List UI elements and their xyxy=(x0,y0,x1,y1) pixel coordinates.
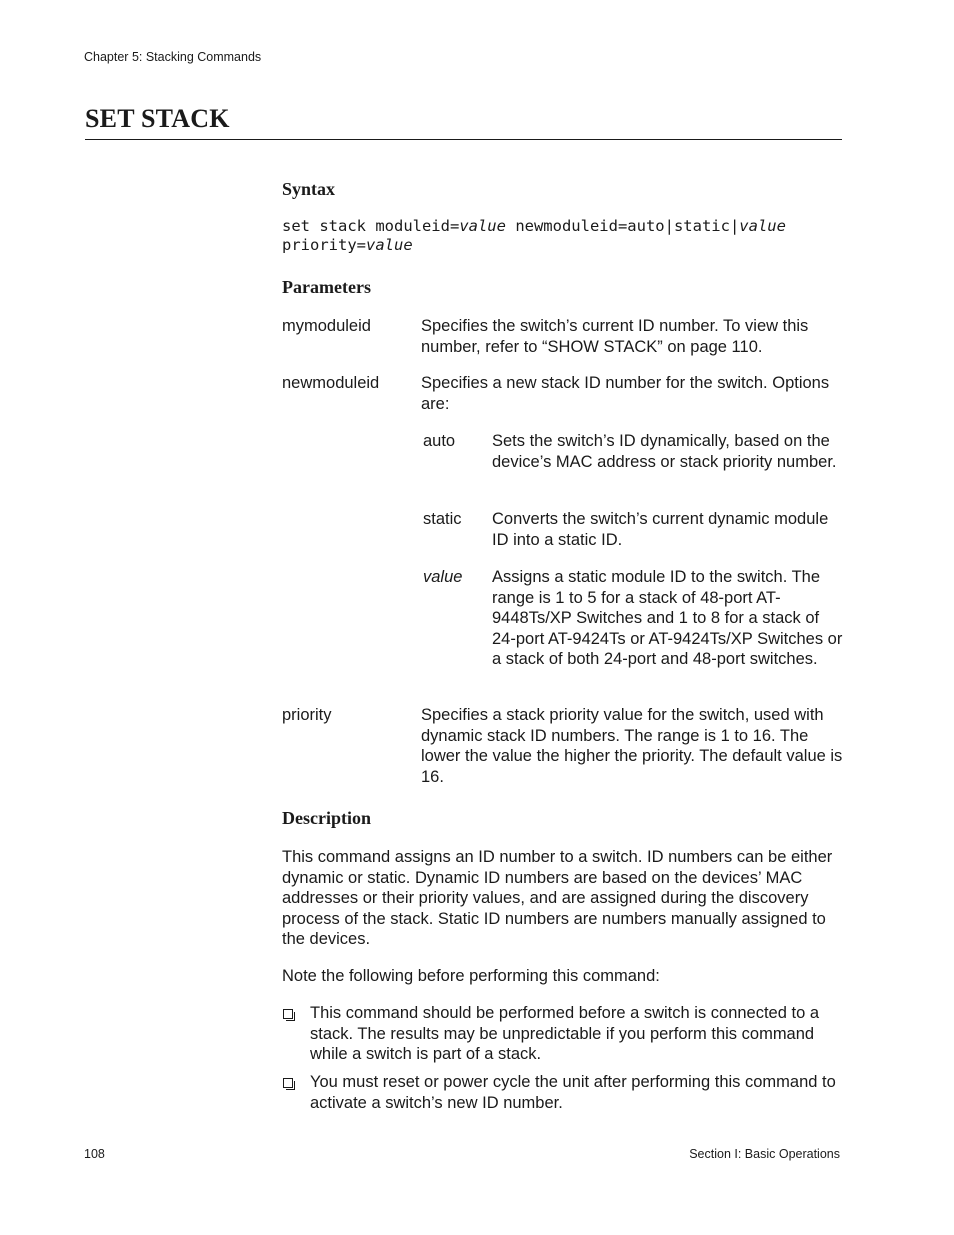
page-number: 108 xyxy=(84,1147,105,1161)
page-title: SET STACK xyxy=(85,104,230,133)
section-label: Section I: Basic Operations xyxy=(689,1147,840,1161)
title-rule xyxy=(85,139,842,140)
parameters-heading: Parameters xyxy=(282,277,371,297)
param-name-mymoduleid: mymoduleid xyxy=(282,317,371,335)
syntax-variable: value xyxy=(459,217,506,235)
bullet-item: You must reset or power cycle the unit after performing this command to activate a switch’s new ID number. xyxy=(310,1073,836,1112)
option-name-auto: auto xyxy=(423,432,456,450)
syntax-text: set stack moduleid= xyxy=(282,217,460,235)
description-paragraph: This command assigns an ID number to a switch. ID numbers can be either dynamic or static. Dynamic ID numbers are based on the devices’ MAC addresses or their priority values, and are assigned during the discovery process of the stack. Static ID numbers are numbers manually assigned to the devices. xyxy=(282,848,833,948)
option-name-value: value xyxy=(423,568,463,586)
syntax-variable: value xyxy=(366,236,413,254)
option-desc-value: Assigns a static module ID to the switch. The range is 1 to 5 for a stack of 48-port AT-9448Ts/XP Switches and 1 to 8 for a stack of 24-port AT-9424Ts or AT-9424Ts/XP Switches or a stack of both 24-port and 48-port switches. xyxy=(492,568,843,668)
syntax-heading: Syntax xyxy=(282,179,336,199)
param-desc-newmoduleid: Specifies a new stack ID number for the switch. Options are: xyxy=(421,374,830,413)
bullet-checkbox-icon xyxy=(283,1078,293,1088)
param-name-priority: priority xyxy=(282,706,332,724)
syntax-text: priority= xyxy=(282,236,366,254)
option-desc-auto: Sets the switch’s ID dynamically, based on the device’s MAC address or stack priority number. xyxy=(492,432,837,471)
syntax-text: newmoduleid=auto|static| xyxy=(505,217,740,235)
description-note: Note the following before performing this command: xyxy=(282,967,660,985)
param-desc-mymoduleid: Specifies the switch’s current ID number. To view this number, refer to “SHOW STACK” on page 110. xyxy=(421,317,809,356)
syntax-line-2 xyxy=(282,236,413,255)
bullet-checkbox-icon xyxy=(283,1009,293,1019)
running-header: Chapter 5: Stacking Commands xyxy=(84,50,262,64)
option-desc-static: Converts the switch’s current dynamic module ID into a static ID. xyxy=(492,510,829,549)
description-heading: Description xyxy=(282,808,371,828)
bullet-item: This command should be performed before a switch is connected to a stack. The results may be unpredictable if you perform this command while a switch is part of a stack. xyxy=(310,1004,820,1063)
syntax-line-1 xyxy=(282,217,786,236)
param-name-newmoduleid: newmoduleid xyxy=(282,374,380,392)
param-desc-priority: Specifies a stack priority value for the switch, used with dynamic stack ID numbers. The range is 1 to 16. The lower the value the higher the priority. The default value is 16. xyxy=(421,706,843,786)
syntax-variable: value xyxy=(739,217,786,235)
option-name-static: static xyxy=(423,510,462,528)
